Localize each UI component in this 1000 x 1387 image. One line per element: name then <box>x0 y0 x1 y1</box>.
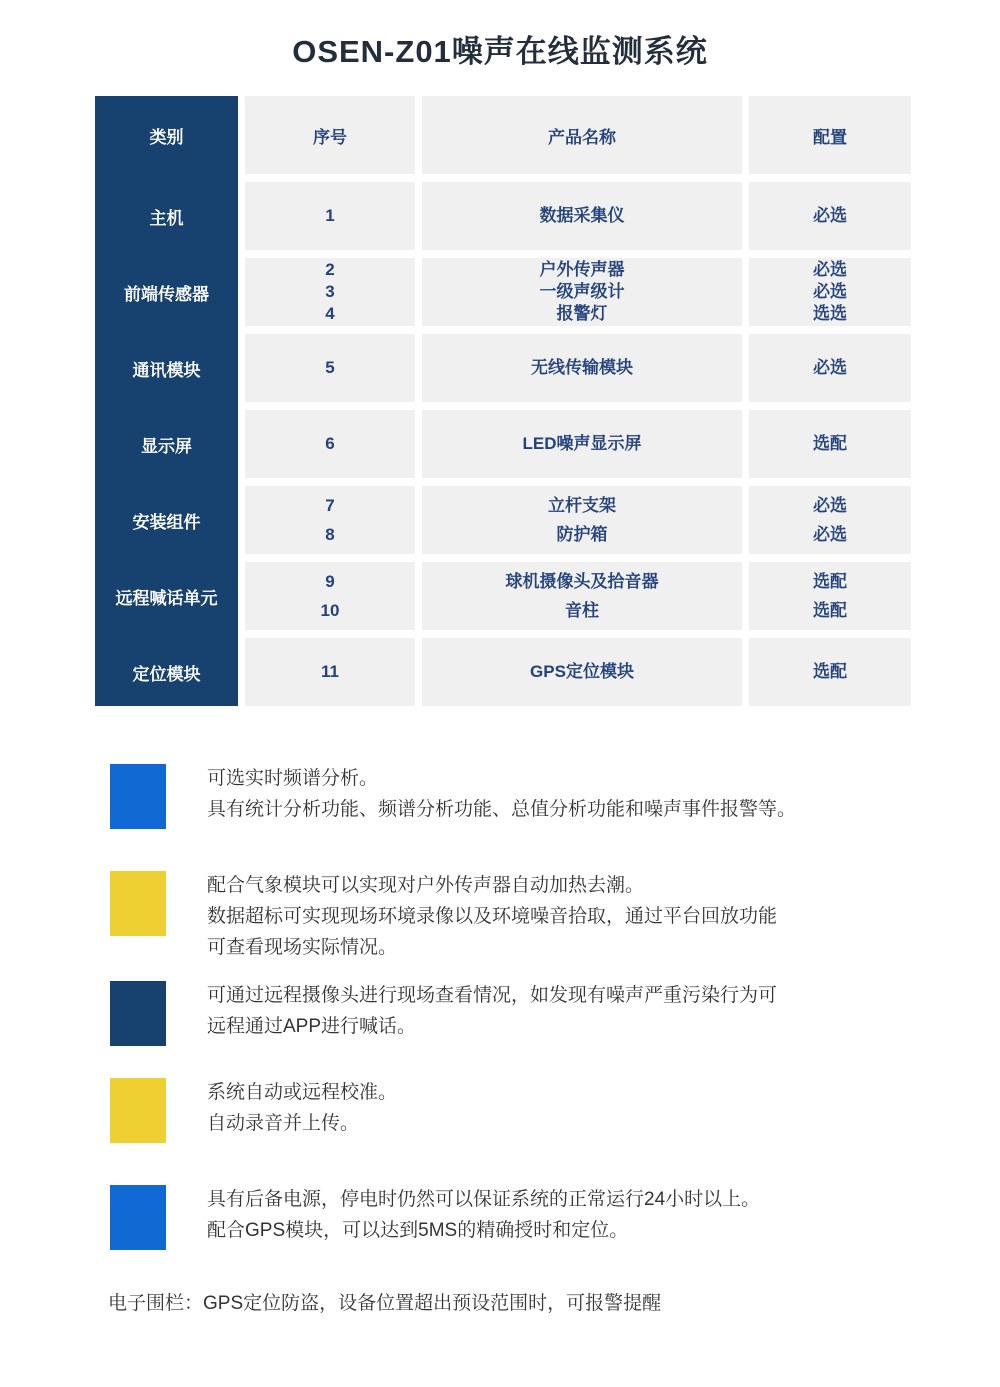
feature-marker-square <box>110 1185 166 1250</box>
header-serial: 序号 <box>245 96 415 174</box>
serial-value: 6 <box>325 434 335 453</box>
table-row <box>245 638 913 706</box>
product-name-value: GPS定位模块 <box>530 662 634 681</box>
product-name-cell <box>422 562 742 630</box>
product-name-value: LED噪声显示屏 <box>522 434 642 453</box>
serial-value: 8 <box>325 525 335 544</box>
product-name-value: 防护箱 <box>556 525 608 544</box>
config-value: 选配 <box>813 662 847 681</box>
footer-note: 电子围栏：GPS定位防盗，设备位置超出预设范围时，可报警提醒 <box>108 1293 662 1314</box>
category-column <box>95 96 238 706</box>
header-product-name: 产品名称 <box>422 96 742 174</box>
config-value: 必选 <box>813 496 847 515</box>
product-name-value: 户外传声器 <box>539 260 625 279</box>
config-value: 必选 <box>813 358 847 377</box>
product-name-value: 一级声级计 <box>539 282 625 301</box>
config-cell <box>749 486 911 554</box>
category-label: 安装组件 <box>132 512 201 532</box>
category-label: 定位模块 <box>132 664 201 684</box>
config-cell <box>749 562 911 630</box>
feature-text <box>207 1076 397 1139</box>
feature-text-line: 可选实时频谱分析。 <box>207 768 379 789</box>
product-name-cell <box>422 410 742 478</box>
category-label: 通讯模块 <box>132 360 201 380</box>
product-name-value: 数据采集仪 <box>539 206 625 225</box>
feature-text <box>207 979 777 1042</box>
config-value: 必选 <box>813 525 847 544</box>
config-value: 必选 <box>813 206 847 225</box>
feature-item <box>110 1076 970 1143</box>
feature-marker-square <box>110 1078 166 1143</box>
serial-value: 11 <box>321 662 339 681</box>
product-name-value: 报警灯 <box>556 304 608 323</box>
feature-text-line: 数据超标可实现现场环境录像以及环境噪音拾取，通过平台回放功能 <box>207 906 778 927</box>
feature-item <box>110 869 970 963</box>
product-name-cell <box>422 486 742 554</box>
feature-text-line: 具有统计分析功能、频谱分析功能、总值分析功能和噪声事件报警等。 <box>207 799 797 820</box>
serial-value: 3 <box>325 282 335 301</box>
product-name-cell <box>422 258 742 326</box>
feature-text-line: 具有后备电源，停电时仍然可以保证系统的正常运行24小时以上。 <box>207 1189 761 1210</box>
table-row <box>245 182 913 250</box>
category-label: 主机 <box>149 208 184 228</box>
table-rows <box>245 96 913 706</box>
category-label: 前端传感器 <box>124 284 209 304</box>
serial-value: 9 <box>325 572 335 591</box>
config-cell <box>749 258 911 326</box>
config-value: 必选 <box>813 260 847 279</box>
serial-cell <box>245 258 415 326</box>
config-value: 选配 <box>813 434 847 453</box>
config-value: 选配 <box>813 572 847 591</box>
table-row <box>245 562 913 630</box>
features-list <box>110 762 970 1250</box>
serial-value: 2 <box>325 260 335 279</box>
config-cell <box>749 182 911 250</box>
feature-item <box>110 1183 970 1250</box>
product-name-cell <box>422 638 742 706</box>
feature-text-line: 系统自动或远程校准。 <box>207 1082 398 1103</box>
config-cell <box>749 334 911 402</box>
product-name-value: 立杆支架 <box>548 496 616 515</box>
table-header-row <box>245 96 913 174</box>
table-row <box>245 334 913 402</box>
config-cell <box>749 410 911 478</box>
feature-marker-square <box>110 981 166 1046</box>
serial-cell <box>245 562 415 630</box>
serial-value: 1 <box>325 206 335 225</box>
product-config-table <box>95 96 913 706</box>
feature-item <box>110 979 970 1046</box>
category-header-cell: 类别 <box>149 127 184 147</box>
feature-text-line: 自动录音并上传。 <box>207 1113 360 1134</box>
product-name-cell <box>422 182 742 250</box>
serial-value: 5 <box>325 358 335 377</box>
serial-cell <box>245 638 415 706</box>
table-row <box>245 410 913 478</box>
product-name-value: 球机摄像头及拾音器 <box>505 572 659 591</box>
serial-cell <box>245 410 415 478</box>
feature-marker-square <box>110 871 166 936</box>
header-config: 配置 <box>749 96 911 174</box>
config-cell <box>749 638 911 706</box>
product-name-value: 音柱 <box>565 601 599 620</box>
feature-text <box>207 1183 760 1246</box>
page-title: OSEN-Z01噪声在线监测系统 <box>292 34 708 69</box>
serial-value: 10 <box>320 601 340 620</box>
serial-value: 7 <box>325 496 335 515</box>
feature-text-line: 配合GPS模块，可以达到5MS的精确授时和定位。 <box>207 1220 629 1241</box>
table-row <box>245 258 913 326</box>
category-label: 远程喊话单元 <box>115 588 218 608</box>
table-row <box>245 486 913 554</box>
feature-text-line: 可查看现场实际情况。 <box>207 937 398 958</box>
serial-cell <box>245 334 415 402</box>
product-name-value: 无线传输模块 <box>531 358 633 377</box>
product-name-cell <box>422 334 742 402</box>
config-value: 选选 <box>813 304 847 323</box>
feature-marker-square <box>110 764 166 829</box>
serial-cell <box>245 486 415 554</box>
serial-cell <box>245 182 415 250</box>
feature-text-line: 可通过远程摄像头进行现场查看情况，如发现有噪声严重污染行为可 <box>207 985 778 1006</box>
feature-item <box>110 762 970 829</box>
category-label: 显示屏 <box>141 436 192 456</box>
config-value: 选配 <box>813 601 847 620</box>
feature-text <box>207 869 777 963</box>
feature-text-line: 远程通过APP进行喊话。 <box>207 1016 417 1037</box>
serial-value: 4 <box>325 304 335 323</box>
feature-text-line: 配合气象模块可以实现对户外传声器自动加热去潮。 <box>207 875 645 896</box>
config-value: 必选 <box>813 282 847 301</box>
feature-text <box>207 762 796 825</box>
